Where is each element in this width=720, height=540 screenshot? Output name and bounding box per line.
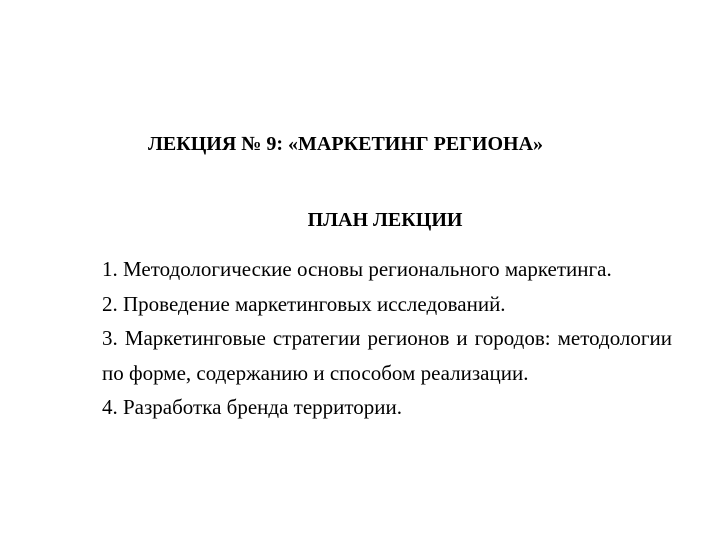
plan-item-4: 4. Разработка бренда территории. [102, 395, 403, 419]
plan-item-2: 2. Проведение маркетинговых исследований. [102, 291, 506, 316]
plan-item-3: 3. Маркетинговые стратегии регионов и городов: методологии по форме, содержанию и способом реализации. [102, 326, 672, 385]
plan-list [102, 252, 672, 425]
plan-heading: ПЛАН ЛЕКЦИИ [307, 209, 463, 231]
lecture-title: ЛЕКЦИЯ № 9: «МАРКЕТИНГ РЕГИОНА» [148, 133, 544, 155]
plan-item-1: 1. Методологические основы регионального маркетинга. [102, 257, 612, 281]
